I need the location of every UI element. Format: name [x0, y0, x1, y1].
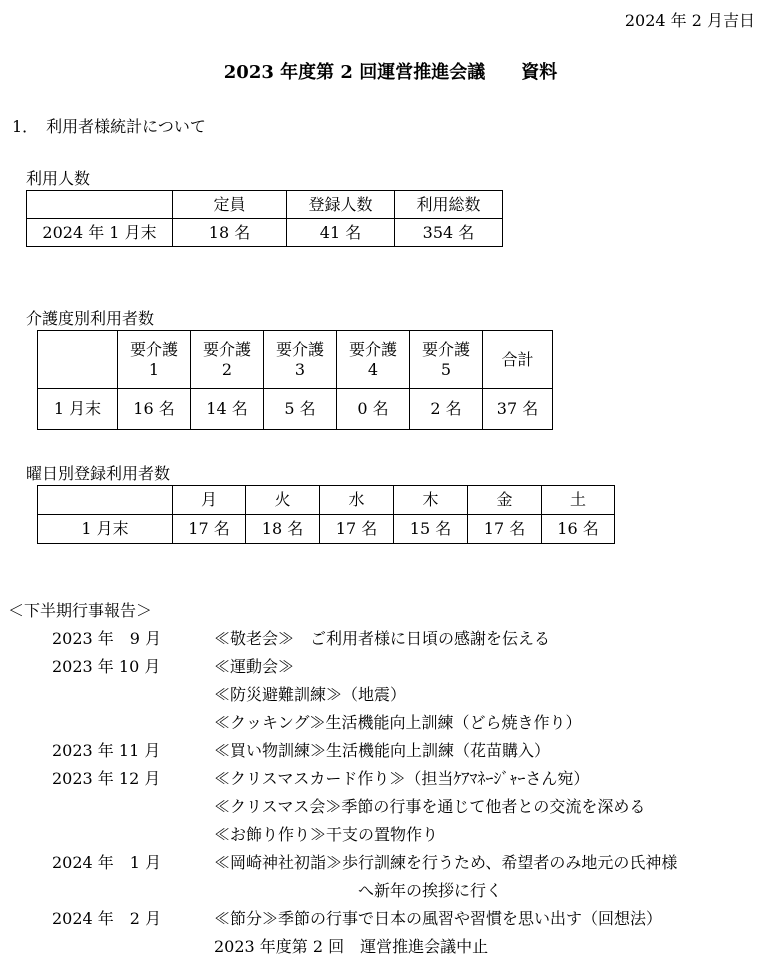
table-header-cell: 登録人数 — [287, 191, 395, 219]
table3-caption: 曜日別登録利用者数 — [26, 464, 171, 483]
table-header-row — [27, 191, 503, 219]
event-text: ≪お飾り作り≫干支の置物作り — [214, 825, 439, 844]
table-cell: 1 月末 — [38, 515, 173, 544]
event-date: 2023 年 9 月 — [52, 629, 162, 648]
table-header-cell: 要介護 2 — [191, 331, 264, 389]
table-header-cell — [38, 331, 118, 389]
table-cell: 354 名 — [395, 219, 503, 247]
table-cell: 17 名 — [468, 515, 542, 544]
table-cell: 14 名 — [191, 389, 264, 430]
events-heading: ＜下半期行事報告＞ — [8, 601, 153, 620]
event-text: へ新年の挨拶に行く — [214, 881, 503, 900]
event-text: ≪クリスマスカード作り≫（担当ｹｱﾏﾈｰｼﾞｬｰさん宛） — [214, 769, 590, 788]
document-title: 2023 年度第 2 回運営推進会議 資料 — [223, 62, 558, 83]
table-header-cell: 金 — [468, 486, 542, 515]
table-row — [27, 219, 503, 247]
table-row — [38, 389, 553, 430]
document-date: 2024 年 2 月吉日 — [624, 11, 755, 30]
table-cell: 41 名 — [287, 219, 395, 247]
usage-count-table — [26, 190, 503, 247]
event-text: ≪クッキング≫生活機能向上訓練（どら焼き作り） — [214, 713, 582, 732]
event-text: ≪クリスマス会≫季節の行事を通じて他者との交流を深める — [214, 797, 646, 816]
table-header-cell: 木 — [394, 486, 468, 515]
table-cell: 17 名 — [173, 515, 246, 544]
event-text: ≪節分≫季節の行事で日本の風習や習慣を思い出す（回想法） — [214, 909, 663, 928]
event-text: 2023 年度第 2 回 運営推進会議中止 — [214, 937, 489, 956]
table-header-cell: 要介護 4 — [337, 331, 410, 389]
table-cell: 1 月末 — [38, 389, 118, 430]
table-cell: 15 名 — [394, 515, 468, 544]
table-header-cell: 水 — [320, 486, 394, 515]
weekday-table — [37, 485, 615, 544]
table-header-cell: 火 — [246, 486, 320, 515]
event-date: 2023 年 10 月 — [52, 657, 161, 676]
event-date: 2024 年 1 月 — [52, 853, 162, 872]
event-text: ≪敬老会≫ ご利用者様に日頃の感謝を伝える — [214, 629, 551, 648]
event-text: ≪買い物訓練≫生活機能向上訓練（花苗購入） — [214, 741, 551, 760]
table-row — [38, 515, 615, 544]
table-header-cell — [38, 486, 173, 515]
event-date: 2024 年 2 月 — [52, 909, 162, 928]
section-heading: 1． 利用者様統計について — [12, 117, 206, 136]
table-cell: 16 名 — [118, 389, 191, 430]
table-header-cell: 利用総数 — [395, 191, 503, 219]
table-cell: 2024 年 1 月末 — [27, 219, 173, 247]
table-header-cell: 要介護 3 — [264, 331, 337, 389]
table-cell: 2 名 — [410, 389, 483, 430]
table-header-cell: 要介護 5 — [410, 331, 483, 389]
care-level-table — [37, 330, 553, 430]
table-cell: 0 名 — [337, 389, 410, 430]
table-cell: 18 名 — [173, 219, 287, 247]
table-header-cell — [27, 191, 173, 219]
table-header-row — [38, 331, 553, 389]
event-text: ≪運動会≫ — [214, 657, 295, 676]
table-cell: 37 名 — [483, 389, 553, 430]
table-header-cell: 合計 — [483, 331, 553, 389]
table-cell: 5 名 — [264, 389, 337, 430]
table-header-cell: 要介護 1 — [118, 331, 191, 389]
event-text: ≪岡崎神社初詣≫歩行訓練を行うため、希望者のみ地元の氏神様 — [214, 853, 678, 872]
table-cell: 17 名 — [320, 515, 394, 544]
table-header-cell: 定員 — [173, 191, 287, 219]
table-header-cell: 月 — [173, 486, 246, 515]
event-date: 2023 年 11 月 — [52, 741, 161, 760]
table-cell: 16 名 — [542, 515, 615, 544]
table-header-row — [38, 486, 615, 515]
table-header-cell: 土 — [542, 486, 615, 515]
event-text: ≪防災避難訓練≫（地震） — [214, 685, 407, 704]
event-date: 2023 年 12 月 — [52, 769, 161, 788]
table-cell: 18 名 — [246, 515, 320, 544]
table1-caption: 利用人数 — [26, 169, 91, 188]
table2-caption: 介護度別利用者数 — [26, 309, 155, 328]
